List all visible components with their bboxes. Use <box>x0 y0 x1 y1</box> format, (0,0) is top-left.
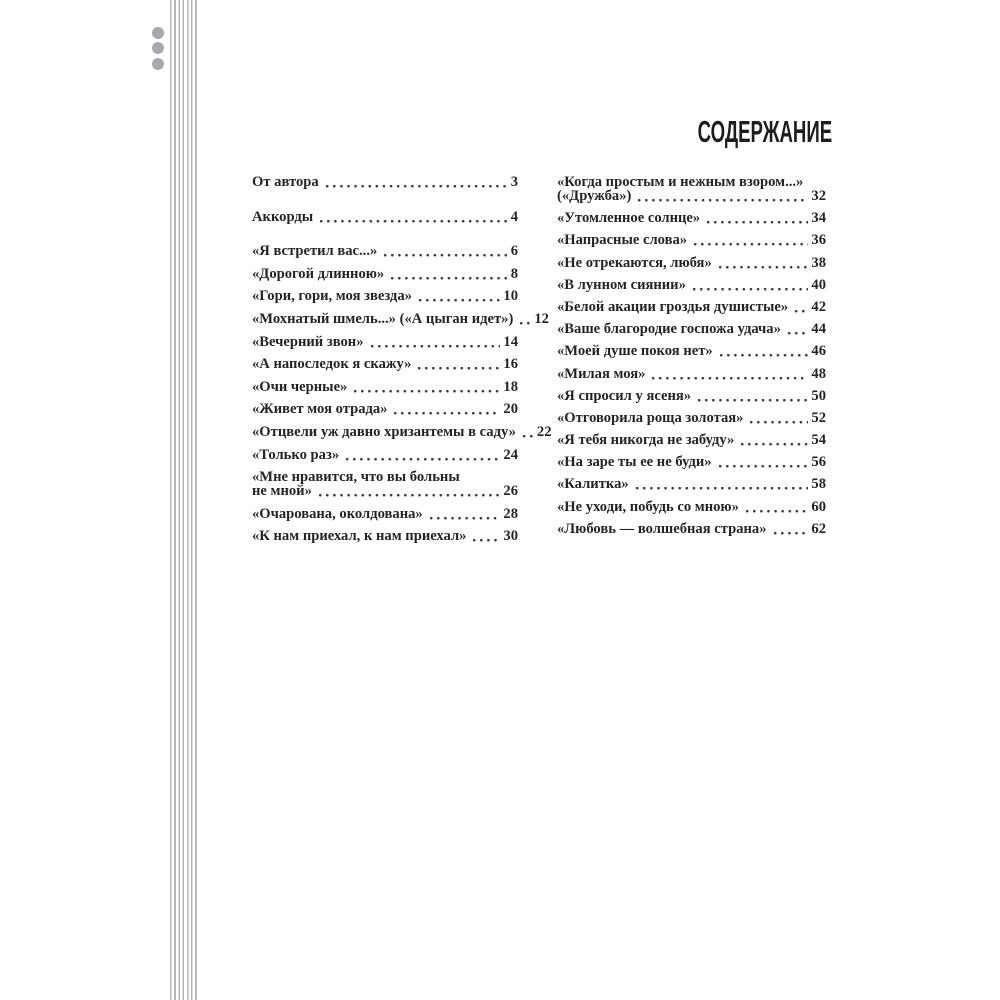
toc-entry <box>252 310 549 327</box>
page-edge-lines <box>170 0 199 1000</box>
corner-dot <box>152 58 164 70</box>
toc-entry-title: «В лунном сиянии» <box>557 276 686 293</box>
toc-page-number: 56 <box>811 454 826 471</box>
toc-section <box>252 243 552 552</box>
toc-entry-row <box>252 244 518 259</box>
toc-entry-title-line1: «Когда простым и нежным взором...» <box>557 174 804 190</box>
toc-entry-title: («Дружба») <box>557 188 632 204</box>
dot-leader <box>319 219 508 224</box>
toc-entry-row <box>252 175 518 190</box>
dot-leader <box>429 516 501 521</box>
toc-page-number: 14 <box>503 333 518 350</box>
toc-entry-title: «Отговорила роща золотая» <box>557 409 744 426</box>
toc-entry-row <box>557 455 826 470</box>
toc-page-number: 58 <box>811 476 826 493</box>
dot-leader <box>345 457 500 462</box>
toc-page-number: 36 <box>811 232 826 249</box>
toc-entry-title: «Не уходи, побудь со мною» <box>557 498 739 515</box>
dot-leader <box>718 265 809 270</box>
page-title: СОДЕРЖАНИЕ <box>697 114 832 149</box>
toc-page-number: 40 <box>811 276 826 293</box>
toc-entry-title: «Утомленное солнце» <box>557 210 701 227</box>
toc-page-number: 38 <box>811 254 826 271</box>
toc-page-number: 3 <box>510 174 518 190</box>
toc-page-number: 6 <box>510 243 518 260</box>
dot-leader <box>740 442 808 447</box>
toc-entry-row <box>557 389 826 404</box>
toc-entry-title-line1: «Мне нравится, что вы больны <box>252 469 460 486</box>
toc-entry-title: «Напрасные слова» <box>557 232 688 249</box>
toc-entry-title: «Живет моя отрада» <box>252 401 388 418</box>
dot-leader <box>393 411 500 416</box>
toc-entry-title: «Дорогой длинною» <box>252 265 385 282</box>
toc-entry-title: «Очарована, околдована» <box>252 505 423 522</box>
dot-leader <box>325 184 508 189</box>
toc-entry-row <box>557 411 826 426</box>
toc-entry-row <box>557 189 826 204</box>
toc-entry-row <box>557 233 826 248</box>
toc-entry-title: «Калитка» <box>557 476 629 493</box>
toc-page-number: 34 <box>811 210 826 227</box>
toc-page-number: 20 <box>503 401 518 418</box>
toc-entry-title: От автора <box>252 174 319 190</box>
toc-entry-title: «Белой акации гроздья душистые» <box>557 298 789 315</box>
toc-entry-row <box>252 335 518 350</box>
toc-entry <box>557 344 826 359</box>
toc-page-number: 4 <box>510 208 518 225</box>
toc-entry-row <box>252 529 518 544</box>
toc-page-number: 10 <box>503 288 518 305</box>
toc-page-number: 28 <box>503 505 518 522</box>
toc-entry-title: «А напоследок я скажу» <box>252 356 412 373</box>
toc-page-number: 42 <box>811 298 826 315</box>
toc-entry-title: «Любовь — волшебная страна» <box>557 520 767 537</box>
toc-entry-row <box>252 402 518 417</box>
toc-entry-row <box>557 256 826 271</box>
toc-entry-row <box>557 278 826 293</box>
toc-entry-title: «Очи черные» <box>252 378 348 395</box>
toc-entry-row <box>557 477 826 492</box>
toc-entry-title: «Отцвели уж давно хризантемы в саду» <box>252 423 516 440</box>
toc-entry <box>252 402 518 417</box>
dot-leader <box>794 309 808 314</box>
toc-entry <box>252 507 518 522</box>
toc-entry-title: «Моей душе покоя нет» <box>557 343 713 360</box>
toc-entry-row <box>252 310 549 327</box>
dot-leader <box>635 486 809 491</box>
toc-entry-title: «Ваше благородие госпожа удача» <box>557 321 781 338</box>
dot-leader <box>519 321 531 326</box>
toc-entry <box>557 233 826 248</box>
toc-section <box>252 175 518 198</box>
toc-page-number: 32 <box>811 188 826 204</box>
toc-page-number: 62 <box>811 520 826 537</box>
toc-entry-title: не мной» <box>252 483 312 500</box>
toc-page-number: 52 <box>811 409 826 426</box>
dot-leader <box>637 198 808 203</box>
dot-leader <box>472 538 500 543</box>
corner-dot <box>152 42 164 54</box>
toc-entry <box>252 470 518 499</box>
dot-leader <box>787 331 809 336</box>
dot-leader <box>417 366 500 371</box>
toc-entry-row <box>557 522 826 537</box>
toc-page-number: 16 <box>503 356 518 373</box>
dot-leader <box>383 253 507 258</box>
toc-entry <box>557 175 826 204</box>
dot-leader <box>318 493 501 498</box>
toc-entry-title: «Только раз» <box>252 446 340 463</box>
toc-entry <box>252 357 518 372</box>
toc-entry-row <box>252 484 518 499</box>
toc-page-number: 54 <box>811 432 826 449</box>
toc-section <box>557 175 826 544</box>
toc-entry-title: «Гори, гори, моя звезда» <box>252 288 412 305</box>
toc-entry <box>557 500 826 515</box>
toc-entry-title: «На заре ты ее не буди» <box>557 454 712 471</box>
toc-page-number: 22 <box>536 423 552 440</box>
toc-page-number: 30 <box>503 528 518 545</box>
toc-entry <box>557 477 826 492</box>
toc-page-number: 50 <box>811 387 826 404</box>
toc-entry-title: «Мохнатый шмель...» («А цыган идет») <box>252 310 514 327</box>
dot-leader <box>390 276 507 281</box>
dot-leader <box>651 376 808 381</box>
toc-page-number: 18 <box>503 378 518 395</box>
dot-leader <box>718 464 809 469</box>
dot-leader <box>418 298 500 303</box>
dot-leader <box>749 420 808 425</box>
toc-entry <box>252 267 518 282</box>
dot-leader <box>773 531 809 536</box>
toc-entry-title: «К нам приехал, к нам приехал» <box>252 528 467 545</box>
toc-entry <box>557 389 826 404</box>
toc-entry <box>252 244 518 259</box>
toc-left-column <box>252 174 552 552</box>
toc-section <box>252 210 518 233</box>
toc-entry-title: «Милая моя» <box>557 365 646 382</box>
dot-leader <box>706 220 808 225</box>
dot-leader <box>693 242 808 247</box>
toc-right-column <box>557 175 826 544</box>
toc-entry <box>252 529 518 544</box>
toc-entry-title: Аккорды <box>252 208 314 225</box>
toc-entry-row <box>252 380 518 395</box>
toc-entry <box>557 455 826 470</box>
toc-entry <box>252 335 518 350</box>
toc-entry-title: «Не отрекаются, любя» <box>557 254 712 271</box>
toc-page-number: 26 <box>503 483 518 500</box>
toc-entry <box>557 433 826 448</box>
dot-leader <box>353 389 500 394</box>
toc-entry-row <box>557 433 826 448</box>
toc-entry <box>252 175 518 190</box>
toc-entry-row <box>252 289 518 304</box>
corner-dot <box>152 27 164 39</box>
toc-entry-row <box>557 211 826 226</box>
toc-entry <box>557 522 826 537</box>
toc-entry-row <box>252 357 518 372</box>
dot-leader <box>522 434 534 439</box>
toc-entry-row <box>252 507 518 522</box>
toc-entry <box>557 411 826 426</box>
toc-entry-row <box>557 500 826 515</box>
toc-entry-row <box>557 367 826 382</box>
toc-entry <box>557 256 826 271</box>
toc-entry <box>252 448 518 463</box>
dot-leader <box>697 398 808 403</box>
toc-entry <box>252 289 518 304</box>
toc-entry <box>557 367 826 382</box>
toc-entry-row <box>252 210 518 225</box>
toc-entry-title: «Я тебя никогда не забуду» <box>557 432 735 449</box>
toc-page-number: 8 <box>510 265 518 282</box>
dot-leader <box>370 344 501 349</box>
toc-entry <box>557 211 826 226</box>
toc-entry <box>557 300 826 315</box>
toc-entry-row <box>557 322 826 337</box>
toc-entry-row <box>252 423 552 440</box>
toc-entry <box>252 380 518 395</box>
toc-entry <box>252 210 518 225</box>
dot-leader <box>745 509 809 514</box>
toc-page-number: 48 <box>811 365 826 382</box>
toc-entry-row <box>557 344 826 359</box>
dot-leader <box>692 287 809 292</box>
toc-page-number: 46 <box>811 343 826 360</box>
corner-dots <box>152 27 164 70</box>
toc-entry <box>557 278 826 293</box>
toc-entry <box>557 322 826 337</box>
toc-page-number: 24 <box>503 446 518 463</box>
toc-entry-row <box>252 448 518 463</box>
toc-entry-row <box>252 267 518 282</box>
toc-entry <box>252 423 552 440</box>
toc-page-number: 60 <box>811 498 826 515</box>
toc-entry-title: «Я встретил вас...» <box>252 243 378 260</box>
toc-entry-row <box>557 300 826 315</box>
toc-page-number: 44 <box>811 321 826 338</box>
toc-entry-title: «Вечерний звон» <box>252 333 364 350</box>
dot-leader <box>719 353 809 358</box>
toc-entry-title: «Я спросил у ясеня» <box>557 387 692 404</box>
toc-page-number: 12 <box>534 310 549 327</box>
